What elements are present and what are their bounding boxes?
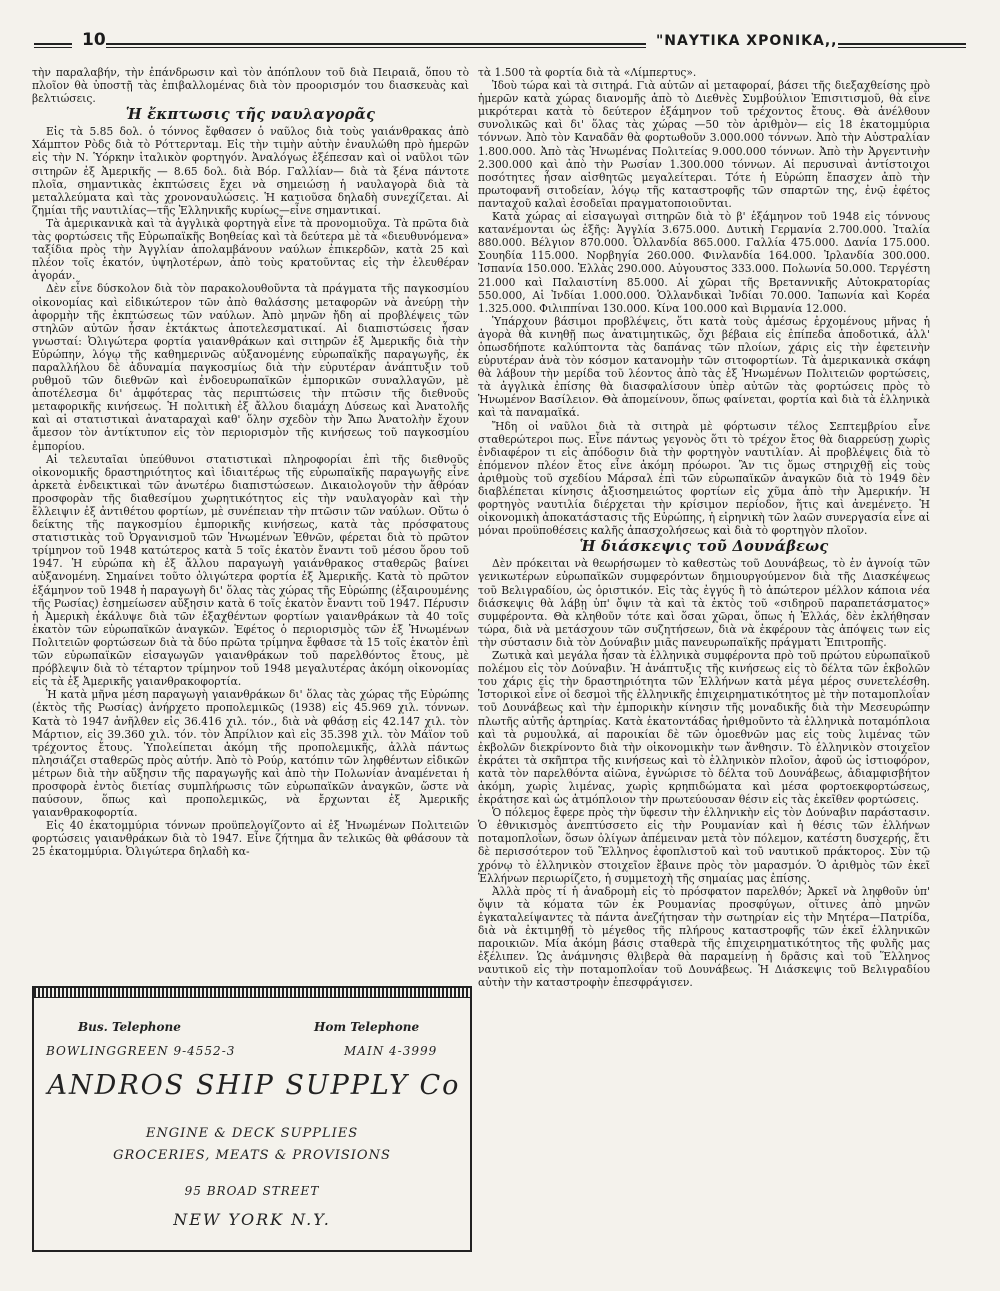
- article-paragraph: Εἰς 40 ἑκατομμύρια τόννων προϋπελογίζοντο αἱ ἐξ Ἡνωμένων Πολιτειῶν φορτώσεις γαιανθράκων διὰ τὸ 1947. Εἶνε ζήτημα ἂν τελικῶς θὰ φθάσουν τὰ 25 ἑκατομμύρια. Ὀλιγώτερα δηλαδὴ κα-: [32, 819, 469, 859]
- company-name: ANDROS SHIP SUPPLY Co: [47, 1070, 461, 1101]
- article-paragraph: Ὁ πόλεμος ἔφερε πρὸς τὴν ὕφεσιν τὴν ἑλληνικὴν εἰς τὸν Δούναβιν παράστασιν. Ὁ ἐθνικισμὸς ἀνεπτύσσετο εἰς τὴν Ρουμανίαν καὶ ἡ θέσις τῶν ἑλλήνων ποταμοπλοΐων, ὅσων ὀλίγων ἀπέμειναν μετὰ τὸν πόλεμον, κατέστη δυσχερής, ἔτι δὲ περισσότερον τοῦ Ἕλληνος ἐφοπλιστοῦ καὶ τοῦ ναυτικοῦ πράκτορος. Σὺν τῷ χρόνῳ τὸ ἑλληνικὸν στοιχεῖον ἔβαινε πρὸς τὸν μαρασμόν. Ὁ ἀριθμὸς τῶν ἐκεῖ Ἑλλήνων περιωρίζετο, ἡ συμμετοχὴ τῆς σημαίας μας ἐπίσης.: [478, 806, 930, 885]
- section-heading: Ἡ ἔκπτωσις τῆς ναυλαγορᾶς: [125, 106, 376, 124]
- header-rule-right: [838, 43, 966, 48]
- article-paragraph: Εἰς τὰ 5.85 δολ. ὁ τόννος ἔφθασεν ὁ ναῦλος διὰ τοὺς γαιάνθρακας ἀπὸ Χάμπτον Ρὸδς διὰ τὸ Ρόττερνταμ. Εἰς τὴν τιμὴν αὐτὴν ἐναυλώθη πρὸ ἡμερῶν εἰς τὴν Ν. Ὑόρκην ἰταλικὸν φορτηγόν. Ἀναλόγως ἐξέπεσαν καὶ οἱ ναῦλοι τῶν σιτηρῶν ἐξ Ἀμερικῆς — 8.65 δολ. διὰ Βόρ. Γαλλίαν— διὰ τὰ ξένα πάντοτε πλοῖα, σημαντικὰς ἐκπτώσεις ἔχει νὰ σημειώσῃ ἡ ναυλαγορὰ διὰ τὰ μεταλλεύματα καὶ τὰς χρονοναυλώσεις. Ἡ κατιοῦσα δηλαδὴ συνεχίζεται. Αἱ ζημίαι τῆς ναυτιλίας—τῆς Ἑλληνικῆς κυρίως—εἶνε σημαντικαί.: [32, 125, 469, 217]
- business-telephone-number: BOWLINGGREEN 9-4552-3: [46, 1044, 236, 1058]
- ad-tagline-provisions: GROCERIES, MEATS & PROVISIONS: [113, 1148, 391, 1163]
- home-telephone-label: Hom Telephone: [314, 1020, 420, 1034]
- article-paragraph: τὰ 1.500 τὰ φορτία διὰ τὰ «Λίμπερτυς».: [478, 66, 697, 79]
- publication-title: "ΝΑΥΤΙΚΑ ΧΡΟΝΙΚΑ,,: [656, 33, 838, 49]
- section-heading: Ἡ διάσκεψις τοῦ Δουνάβεως: [579, 538, 829, 556]
- ad-street-address: 95 BROAD STREET: [184, 1184, 320, 1198]
- article-paragraph: Ὑπάρχουν βάσιμοι προβλέψεις, ὅτι κατὰ τοὺς ἀμέσως ἐρχομένους μῆνας ἡ ἀγορὰ θὰ κινηθῇ πως ἀνατιμητικῶς, ὄχι βέβαια εἰς ἐπίπεδα ἀποδοτικά, ἀλλ' ὁπωσδήποτε καλύπτοντα τὰς δαπάνας τῶν πλοίων, χάρις εἰς τὴν ἐφετεινὴν εὐρυτέραν ἀνὰ τὸν κόσμον κατανομὴν τῶν σιτοφορτίων. Τὰ ἀμερικανικὰ σκάφη θὰ λάβουν τὴν μερίδα τοῦ λέοντος ἀπὸ τὰς ἐξ Ἡνωμένων Πολιτειῶν φορτώσεις, τὰ ἀγγλικὰ ἐπίσης θὰ διασφαλίσουν ὑπὲρ αὐτῶν τὰς φορτώσεις πρὸς τὸ Ἡνωμένον Βασίλειον. Θὰ ἀπομείνουν, ὅπως φαίνεται, φορτία καὶ διὰ τὰ ἑλληνικὰ καὶ τὰ παναμαϊκά.: [478, 314, 930, 420]
- article-paragraph: Κατὰ χώρας αἱ εἰσαγωγαὶ σιτηρῶν διὰ τὸ β' ἑξάμηνον τοῦ 1948 εἰς τόννους κατανέμονται ὡς ἑξῆς: Ἀγγλία 3.675.000. Δυτικὴ Γερμανία 2.700.000. Ἰταλία 880.000. Βέλγιον 870.000. Ὁλλανδία 865.000. Γαλλία 475.000. Δανία 175.000. Σουηδία 115.000. Νορβηγία 260.000. Φινλανδία 164.000. Ἰρλανδία 300.000. Ἰσπανία 150.000. Ἑλλὰς 290.000. Αὐγουστος 333.000. Πολωνία 50.000. Τεργέστη 21.000 καὶ Παλαιστίνη 85.000. Αἱ χῶραι τῆς Βρεταννικῆς Αὐτοκρατορίας 550.000, Αἱ Ἰνδίαι 1.000.000. Ὁλλανδικαὶ Ἰνδίαι 70.000. Ἰαπωνία καὶ Κορέα 1.325.000. Φιλιππίναι 130.000. Κίνα 100.000 καὶ Βιρμανία 12.000.: [478, 210, 930, 315]
- header-rule-left: [34, 43, 72, 48]
- article-column-right: [478, 66, 930, 989]
- page-header: [34, 30, 966, 55]
- article-column-left: [32, 66, 469, 859]
- ad-tagline-supplies: ENGINE & DECK SUPPLIES: [145, 1126, 359, 1141]
- page-number: 10: [82, 30, 106, 50]
- business-telephone-label: Bus. Telephone: [78, 1020, 181, 1034]
- article-paragraph: Ζωτικὰ καὶ μεγάλα ἦσαν τὰ ἑλληνικὰ συμφέροντα πρὸ τοῦ πρώτου εὐρωπαϊκοῦ πολέμου εἰς τὸν Δούναβιν. Ἡ ἀνάπτυξις τῆς κινήσεως εἰς τὸ δέλτα τῶν ἐκβολῶν του χάρις εἰς τὴν δραστηριότητα τῶν Ἑλλήνων κατὰ μέγα μέρος συνετελέσθη. Ἱστορικοὶ εἶνε οἱ δεσμοὶ τῆς ἑλληνικῆς ἐπιχειρηματικότητος μὲ τὴν ποταμοπλοΐαν τοῦ Δουνάβεως καὶ τὴν ἐμπορικὴν κίνησιν τῆς μοναδικῆς διὰ τὴν Μεσευρώπην πλωτῆς αὐτῆς ἀρτηρίας. Κατὰ ἑκατοντάδας ἠριθμοῦντο τὰ ἑλληνικὰ ποταμόπλοια καὶ τὰ ρυμουλκά, αἱ παροικίαι δὲ τῶν ὁμοεθνῶν μας εἰς τοὺς λιμένας τῶν ἐκβολῶν διεκρίνοντο διὰ τὴν οἰκονομικὴν των ἄνθησιν. Τὸ ἑλληνικὸν στοιχεῖον ἐκράτει τὰ σκῆπτρα τῆς κινήσεως καὶ τὸ ἑλληνικὸν πλοῖον, ἀφοῦ ὡς ἱστιοφόρον, κατὰ τὸν παρελθόντα αἰῶνα, ἐγνώρισε τὸ δέλτα τοῦ Δουνάβεως, ἀδιαμφισβήτον ἀκόμη, χωρὶς λιμένας, χωρὶς κρηπιδώματα καὶ μέσα φορτοεκφορτώσεως, ἐκράτησε καὶ ὡς ἀτμόπλοιον τὴν πρωτεύουσαν θέσιν εἰς τὰς ἐκεῖθεν φορτώσεις.: [478, 649, 930, 807]
- article-paragraph: Ἤδη οἱ ναῦλοι διὰ τὰ σιτηρὰ μὲ φόρτωσιν τέλος Σεπτεμβρίου εἶνε σταθερώτεροι πως. Εἶνε πάντως γεγονὸς ὅτι τὸ τρέχον ἔτος θὰ διαρρεύσῃ χωρὶς ἐνδιαφέρον τι εἰς ἀπόδοσιν διὰ τὴν φορτηγὸν ναυτιλίαν. Αἱ προβλέψεις διὰ τὸ ἐπόμενον πλέον ἔτος εἶνε ἀκόμη πρόωροι. Ἂν τις ὅμως στηριχθῇ εἰς τοὺς ἀριθμοὺς τοῦ σχεδίου Μάρσαλ ἐπὶ τῶν εὐρωπαϊκῶν ἀναγκῶν διὰ τὸ 1949 δὲν διαβλέπεται κίνησις ἀξιοσημειώτος φορτίων εἰς χῦμα ἀπὸ τὴν Ἀμερικήν. Ἡ φορτηγὸς ναυτιλία διέρχεται τὴν κρίσιμον περίοδον, ἥτις καὶ ἀνεμένετο. Ἡ οἰκονομικὴ ἀποκατάστασις τῆς Εὐρώπης, ἡ εἰρηνικὴ τῶν λαῶν συνεργασία εἶνε αἱ μόναι προϋποθέσεις καλῆς ἀπασχολήσεως καὶ διὰ τὸ φορτηγὸν πλοῖον.: [478, 419, 930, 538]
- article-paragraph: Τὰ ἀμερικανικὰ καὶ τὰ ἀγγλικὰ φορτηγὰ εἶνε τὰ προνομιοῦχα. Τὰ πρῶτα διὰ τὰς φορτώσεις τῆς Εὐρωπαϊκῆς Βοηθείας καὶ τὰ δεύτερα μὲ τὰ «διευθυνόμενα» ταξίδια πρὸς τὴν Ἀγγλίαν ἀπολαμβάνουν ναύλων ἐπικερδῶν, κατὰ 25 καὶ πλέον τοῖς ἑκατόν, ὑψηλοτέρων, ἀπὸ τοὺς κρατοῦντας εἰς τὴν ἐλευθέραν ἀγοράν.: [32, 216, 469, 283]
- header-rule-middle: [106, 43, 646, 48]
- ad-city: NEW YORK N.Y.: [173, 1210, 331, 1229]
- home-telephone-number: MAIN 4-3999: [344, 1044, 438, 1058]
- article-paragraph: Ἡ κατὰ μῆνα μέση παραγωγὴ γαιανθράκων δι' ὅλας τὰς χώρας τῆς Εὐρώπης (ἐκτὸς τῆς Ρωσίας) ἀνήρχετο προπολεμικῶς (1938) εἰς 45.969 χιλ. τόννων. Κατὰ τὸ 1947 ἀνῆλθεν εἰς 36.416 χιλ. τόν., διὰ νὰ φθάσῃ εἰς 42.147 χιλ. τὸν Μάρτιον, εἰς 39.360 χιλ. τόν. τὸν Ἀπρίλιον καὶ εἰς 35.398 χιλ. τὸν Μάϊον τοῦ τρέχοντος ἔτους. Ὑπολείπεται ἀκόμη τῆς προπολεμικῆς, ἀλλὰ πάντως πλησιάζει σταθερῶς πρὸς αὐτήν. Ἀπὸ τὸ Ρούρ, κατόπιν τῶν ληφθέντων εἰδικῶν μέτρων διὰ τὴν αὔξησιν τῆς παραγωγῆς καὶ ἀπὸ τὴν Πολωνίαν ἀναμένεται ἡ προσφορὰ ἐντὸς διετίας συμπλήρωσις τῶν εὐρωπαϊκῶν ἀναγκῶν, ὥστε νὰ παύσουν, ὅπως καὶ προπολεμικῶς, νὰ ἔρχωνται ἐξ Ἀμερικῆς γαιανθρακοφορτία.: [32, 688, 469, 820]
- article-paragraph: Ἰδοὺ τώρα καὶ τὰ σιτηρά. Γιὰ αὐτῶν αἱ μεταφοραί, βάσει τῆς διεξαχθείσης πρὸ ἡμερῶν κατὰ χώρας διανομῆς ἀπὸ τὸ Διεθνὲς Συμβούλιον Ἐπισιτισμοῦ, θὰ εἶνε μικρότεραι κατὰ τὸ δεύτερον ἑξάμηνον τοῦ τρέχοντος ἔτους. Θὰ ἀνέλθουν συνολικῶς καὶ δι' ὅλας τὰς χώρας —50 τὸν ἀριθμὸν— εἰς 18 ἑκατομμύρια τόννων. Ἀπὸ τὸν Καναδᾶν θὰ φορτωθοῦν 3.000.000 τόννων. Ἀπὸ τὴν Αὐστραλίαν 1.800.000. Ἀπὸ τὰς Ἡνωμένας Πολιτείας 9.000.000 τόννων. Ἀπὸ τὴν Ἀργεντινὴν 2.300.000 καὶ ἀπὸ τὴν Ρωσίαν 1.300.000 τόννων. Αἱ περυσιναὶ ἀντίστοιχοι ποσότητες ἦσαν αἰσθητῶς μεγαλείτεραι. Τότε ἡ Εὐρώπη ἔπασχεν ἀπὸ τὴν πρωτοφανῆ σιτοδείαν, λόγῳ τῆς καταστροφῆς τῶν σπαρτῶν της, ἐνῷ ἐφέτος πανταχοῦ καλαὶ ἐσοδεῖαι πραγματοποιοῦνται.: [478, 79, 930, 210]
- ad-border-pattern: [34, 988, 470, 998]
- article-paragraph: Δὲν πρόκειται νὰ θεωρήσωμεν τὸ καθεστὼς τοῦ Δουνάβεως, τὸ ἐν ἀγνοίᾳ τῶν γενικωτέρων εὐρωπαϊκῶν συμφερόντων δημιουργούμενον διὰ τῆς Διασκέψεως τοῦ Βελιγραδίου, ὡς ὁριστικόν. Εἰς τὰς ἐγγύς ἢ τὸ ἀπώτερον μέλλον κάποια νέα διάσκεψις θὰ λάβῃ ὑπ' ὄψιν τὰ καὶ τὰ ἐκτὸς τοῦ «σιδηροῦ παραπετάσματος» συμφέροντα. Θὰ κληθοῦν τότε καὶ ὅσαι χῶραι, ὅπως ἡ Ἑλλάς, δὲν ἐκλήθησαν τώρα, διὰ νὰ μετάσχουν τῶν συζητήσεων, διὰ νὰ ἐκφέρουν τὰς ἀπόψεις των εἰς τὴν σύστασιν διὰ τὸν Δούναβιν μιᾶς πανευρωπαϊκῆς πράγματι Ἐπιτροπῆς.: [478, 557, 930, 649]
- article-paragraph: Ἀλλὰ πρὸς τί ἡ ἀναδρομὴ εἰς τὸ πρόσφατον παρελθόν; Ἀρκεῖ νὰ ληφθοῦν ὑπ' ὄψιν τὰ κόματα τῶν ἐκ Ρουμανίας προσφύγων, οἵτινες ἀπὸ μηνῶν ἐγκαταλείψαντες τὰ πάντα ἀνεζήτησαν τὴν σωτηρίαν εἰς τὴν Μητέρα—Πατρίδα, διὰ νὰ ἐκτιμηθῇ τὸ μέγεθος τῆς πλήρους καταστροφῆς τῶν ἐκεῖ ἑλληνικῶν παροικιῶν. Μία ἀκόμη βάσις σταθερὰ τῆς ἐπιχειρηματικότητος τῆς φυλῆς μας ἐξέλιπεν. Ὡς ἀνάμνησις θλιβερὰ θὰ παραμείνῃ ἡ δρᾶσις καὶ τοῦ Ἕλληνος ναυτικοῦ εἰς τὴν ποταμοπλοΐαν τοῦ Δουνάβεως. Ἡ Διάσκεψις τοῦ Βελιγραδίου αὐτὴν τὴν καταστροφὴν ἐπεσφράγισεν.: [478, 884, 930, 990]
- advertisement-box: [32, 986, 472, 1252]
- article-paragraph: Δὲν εἶνε δύσκολον διὰ τὸν παρακολουθοῦντα τὰ πράγματα τῆς παγκοσμίου οἰκονομίας καὶ εἰδικώτερον τῶν ἀπὸ θαλάσσης μεταφορῶν νὰ ἀνεύρῃ τὴν ἀφορμὴν τῆς ἐκπτώσεως τῶν ναύλων. Ἀπὸ μηνῶν ἤδη αἱ προβλέψεις τῶν στηλῶν αὐτῶν ἦσαν ἐκτάκτως ἀποτελεσματικαί. Αἱ διαπιστώσεις ἦσαν γνωσταί: Ὀλιγώτερα φορτία γαιανθράκων καὶ σιτηρῶν ἐξ Ἀμερικῆς διὰ τὴν Εὐρώπην, λόγῳ τῆς καθημερινῶς αὐξανομένης εὐρωπαϊκῆς παραγωγῆς, ἐκ παραλλήλου δὲ ἀδυναμία παγκοσμίως διὰ τὴν εὐρυτέραν ἀνάπτυξιν τοῦ ρυθμοῦ τῶν διεθνῶν καὶ ἐνδοευρωπαϊκῶν ἐμπορικῶν συναλλαγῶν, μὲ ἀποτέλεσμα δι' ἀμφότερας τὰς περιπτώσεις τὴν πτῶσιν τῆς διεθνοῦς μεταφορικῆς κινήσεως. Ἡ πολιτικὴ ἐξ ἄλλου διαμάχη Δύσεως καὶ Ἀνατολῆς καὶ αἱ στατιστικαὶ ἀναταραχαὶ καθ' ὅλην σχεδὸν τὴν Ἄπω Ἀνατολὴν ἔχουν ἄμεσον τὸν ἀντίκτυπον εἰς τὸν περιορισμὸν τῆς κινήσεως τοῦ παγκοσμίου ἐμπορίου.: [32, 282, 469, 453]
- article-paragraph: τὴν παραλαβήν, τὴν ἐπάνδρωσιν καὶ τὸν ἀπόπλουν τοῦ διὰ Πειραιᾶ, ὅπου τὸ πλοῖον θὰ ὑποστῇ τὰς ἐπιβαλλομένας διὰ τὸν προορισμόν του διασκευὰς καὶ βελτιώσεις.: [32, 66, 469, 106]
- article-paragraph: Αἱ τελευταῖαι ὑπεύθυνοι στατιστικαὶ πληροφορίαι ἐπὶ τῆς διεθνοῦς οἰκονομικῆς δραστηριότητος καὶ ἰδιαιτέρως τῆς εὐρωπαϊκῆς παραγωγῆς εἶνε ἀρκετὰ ἐνδεικτικαὶ τῶν ἀνωτέρω διαπιστώσεων. Δικαιολογοῦν τὴν ἄθρόαν προσφορὰν τῆς διαθεσίμου χωρητικότητος εἰς τὴν ναυλαγορὰν καὶ τὴν ἔλλειψιν ἐξ ἀντιθέτου φορτίων, μὲ συνέπειαν τὴν πτῶσιν τῶν ναύλων. Οὕτω ὁ δείκτης τῆς παγκοσμίου ἐμπορικῆς κινήσεως, κατὰ τὰς πρόσφατους στατιστικὰς τοῦ Ὀργανισμοῦ τῶν Ἡνωμένων Ἐθνῶν, φέρεται διὰ τὸ πρῶτον τρίμηνον τοῦ 1948 κατώτερος κατὰ 5 τοῖς ἑκατὸν ἔναντι τοῦ μέσου ὅρου τοῦ 1947. Ἡ εὐρώπα κὴ ἐξ ἄλλου παραγωγὴ γαιάνθρακος σταθερῶς βαίνει αὐξανομένη. Σημαίνει τοῦτο ὀλιγώτερα φορτία ἐξ Ἀμερικῆς. Κατὰ τὸ πρῶτον ἑξάμηνον τοῦ 1948 ἡ παραγωγὴ δι' ὅλας τὰς χώρας τῆς Εὐρώπης (ἐξαιρουμένης τῆς Ρωσίας) ἐσημείωσεν αὔξησιν κατὰ 6 τοῖς ἑκατὸν ἔναντι τοῦ 1947. Πέρυσιν ἡ Ἀμερικὴ ἐκάλυψε διὰ τῶν ἐξαχθέντων φορτίων γαιανθράκων τὰ 40 τοῖς ἑκατὸν τῶν εὐρωπαϊκῶν ἀναγκῶν. Ἐφέτος ὁ περιορισμὸς τῶν ἐξ Ἡνωμένων Πολιτειῶν φορτώσεων διὰ τὰ δύο πρῶτα τρίμηνα ἔφθασε τὰ 15 τοῖς ἑκατὸν ἐπὶ τῶν εὐρωπαϊκῶν εἰσαγωγῶν γαιανθράκων τοῦ παρελθόντος ἔτους, μὲ πρόβλεψιν διὰ τὸ τέταρτον τρίμηνον τοῦ 1948 μεγαλυτέρας ἀκόμη οἰκονομίας εἰς τὰ ἐξ Ἀμερικῆς γαιανθρακοφορτία.: [32, 452, 469, 689]
